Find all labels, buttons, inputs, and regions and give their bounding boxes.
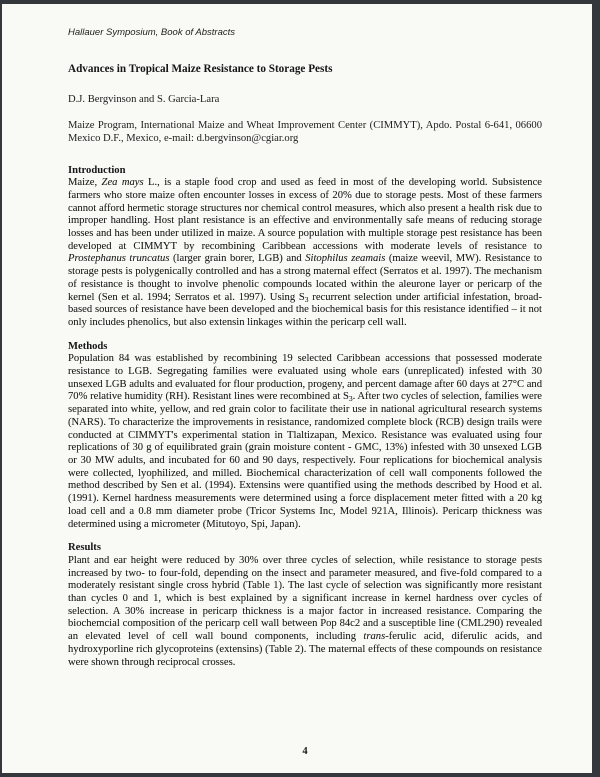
section-heading-results: Results [68,542,101,554]
section-body-methods: Population 84 was established by recombining 19 selected Caribbean accessions that possessed moderate resistance to LGB. Segregating families were evaluated using whole ears (unreplicated) infested with 30 unsexed LGB adults and evaluated for flour production, progeny, and percent damage after 60 days at 27°C and 70% relative humidity (RH). Resistant lines were recombined at $S_3$. After two cycles of selection, families were separated into white, yellow, and red grain color to facilitate their use in national agricultural research systems (NARS). To characterize the improvements in resistance, randomized complete block (RCB) design trails were conducted at CIMMYT's experimental station in Tlaltizapan, Mexico. Resistance was evaluated using four replications of 30 g of equilibrated grain (grain moisture content - GMC, 13%) infested with 30 unsexed LGB or 30 MW adults, and incubated for 60 and 90 days, respectively. Four replications for biochemical analysis were collected, lyophilized, and milled. Biochemical characterization of cell wall components followed the method described by Sen et al. (1994). Extensins were quantified using the methods described by Hood et al. (1991). Kernel hardness measurements were determined using a force displacement meter fitted with a 20 kg load cell and a 0.8 mm diameter probe (Tricor Systems Inc, Model 921A, Illinois). Pericarp thickness was determined using a micrometer (Mitutoyo, Spi, Japan). [68,353,542,530]
authors-line: D.J. Bergvinson and S. Garcia-Lara [68,94,220,105]
abstract-page [2,4,592,773]
affiliation-line: Maize Program, International Maize and Wheat Improvement Center (CIMMYT), Apdo. Postal 6-641, 06600 Mexico D.F., Mexico, e-mail: d.bergvinson@cgiar.org [68,119,542,144]
page-number: 4 [302,746,308,757]
running-header: Hallauer Symposium, Book of Abstracts [68,27,236,38]
section-body-introduction: Maize, Zea mays L., is a staple food crop and used as feed in most of the developing world. Subsistence farmers who store maize often encounter losses in excess of 20% due to storage pests. Most of these farmers cannot afford hermetic storage structures nor chemical control measures, which also present a health risk due to improper handling. Host plant resistance is an effective and environmentally safe means of reducing storage losses and has been under utilized in maize. A source population with multiple storage pest resistance has been developed at CIMMYT by recombining Caribbean accessions with moderate levels of resistance to Prostephanus truncatus (larger grain borer, LGB) and Sitophilus zeamais (maize weevil, MW). Resistance to storage pests is polygenically controlled and has a strong maternal effect (Serratos et al. 1997). The mechanism of resistance is thought to involve phenolic compounds located within the aleurone layer or pericarp of the kernel (Sen et al. 1994; Serratos et al. 1997). Using $S_3$ recurrent selection under artificial infestation, broad-based sources of resistance have been developed and the biochemical basis for this resistance identified – it not only includes phenolics, but also extensin linkages within the pericarp cell wall. [68,177,543,328]
abstract-title: Advances in Tropical Maize Resistance to Storage Pests [68,63,333,75]
section-heading-introduction: Introduction [68,164,126,176]
section-introduction [68,165,542,330]
section-results [68,542,542,669]
section-methods [68,341,542,532]
section-heading-methods: Methods [68,340,108,352]
section-body-results: Plant and ear height were reduced by 30% over three cycles of selection, while resistance to storage pests increased by two- to four-fold, depending on the insect and parameter measured, and five-fold compared to a moderately resistant single cross hybrid (Table 1). The last cycle of selection was significantly more resistant than cycles 0 and 1, which is best explained by a significant increase in kernel hardness over cycles of selection. A 30% increase in pericarp thickness is a major factor in increased resistance. Comparing the biochemcial composition of the pericarp cell wall between Pop 84c2 and a susceptible line (CML290) revealed an elevated level of cell wall bound components, including trans-ferulic acid, diferulic acids, and hydroxyporline rich glycoproteins (extensins) (Table 2). The maternal effects of these compounds on resistance were shown through reciprocal crosses. [68,554,542,668]
